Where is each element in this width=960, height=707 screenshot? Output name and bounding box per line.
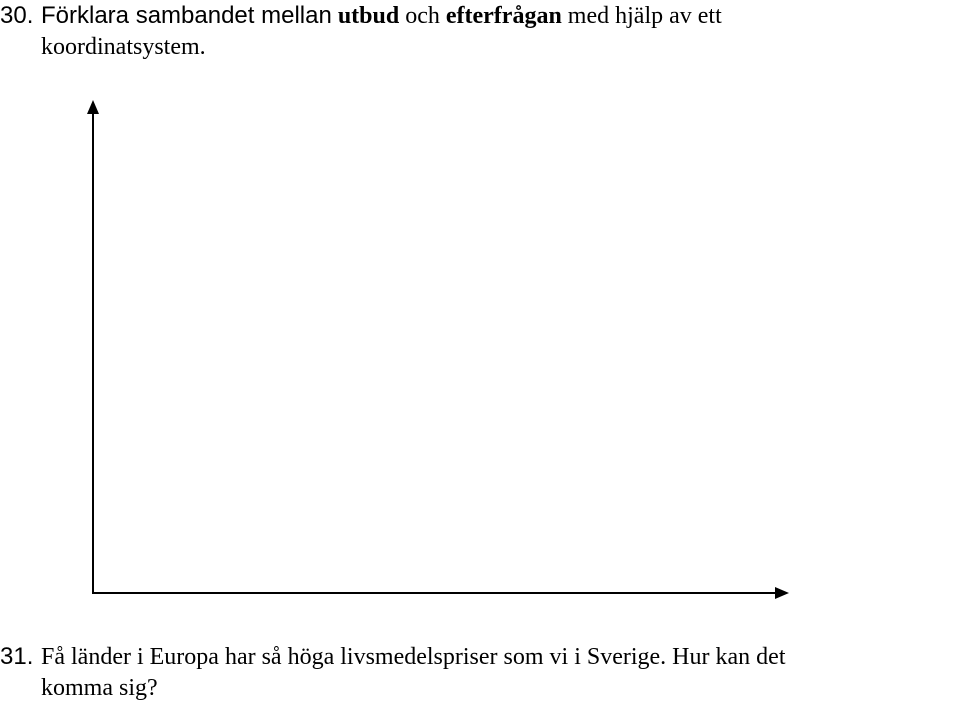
y-axis-arrow xyxy=(87,100,99,114)
question-31-line-1 xyxy=(0,641,960,673)
question-30-number: 30. xyxy=(0,2,34,29)
question-31-text-b: komma sig? xyxy=(41,675,158,701)
question-31-number: 31. xyxy=(0,643,34,670)
term-utbud: utbud xyxy=(337,3,400,29)
question-31 xyxy=(0,641,960,704)
term-efterfragan: efterfrågan xyxy=(445,3,562,29)
question-30-text-a: Förklara sambandet mellan xyxy=(41,2,332,29)
question-30-text-b: och xyxy=(405,3,440,29)
question-30-text-c: med hjälp av ett xyxy=(567,3,722,29)
x-axis-arrow xyxy=(775,587,789,599)
question-30-text-d: koordinatsystem. xyxy=(41,34,206,60)
question-31-line-2 xyxy=(0,673,960,704)
question-31-text-a: Få länder i Europa har så höga livsmedelspriser som vi i Sverige. Hur kan det xyxy=(41,644,786,670)
